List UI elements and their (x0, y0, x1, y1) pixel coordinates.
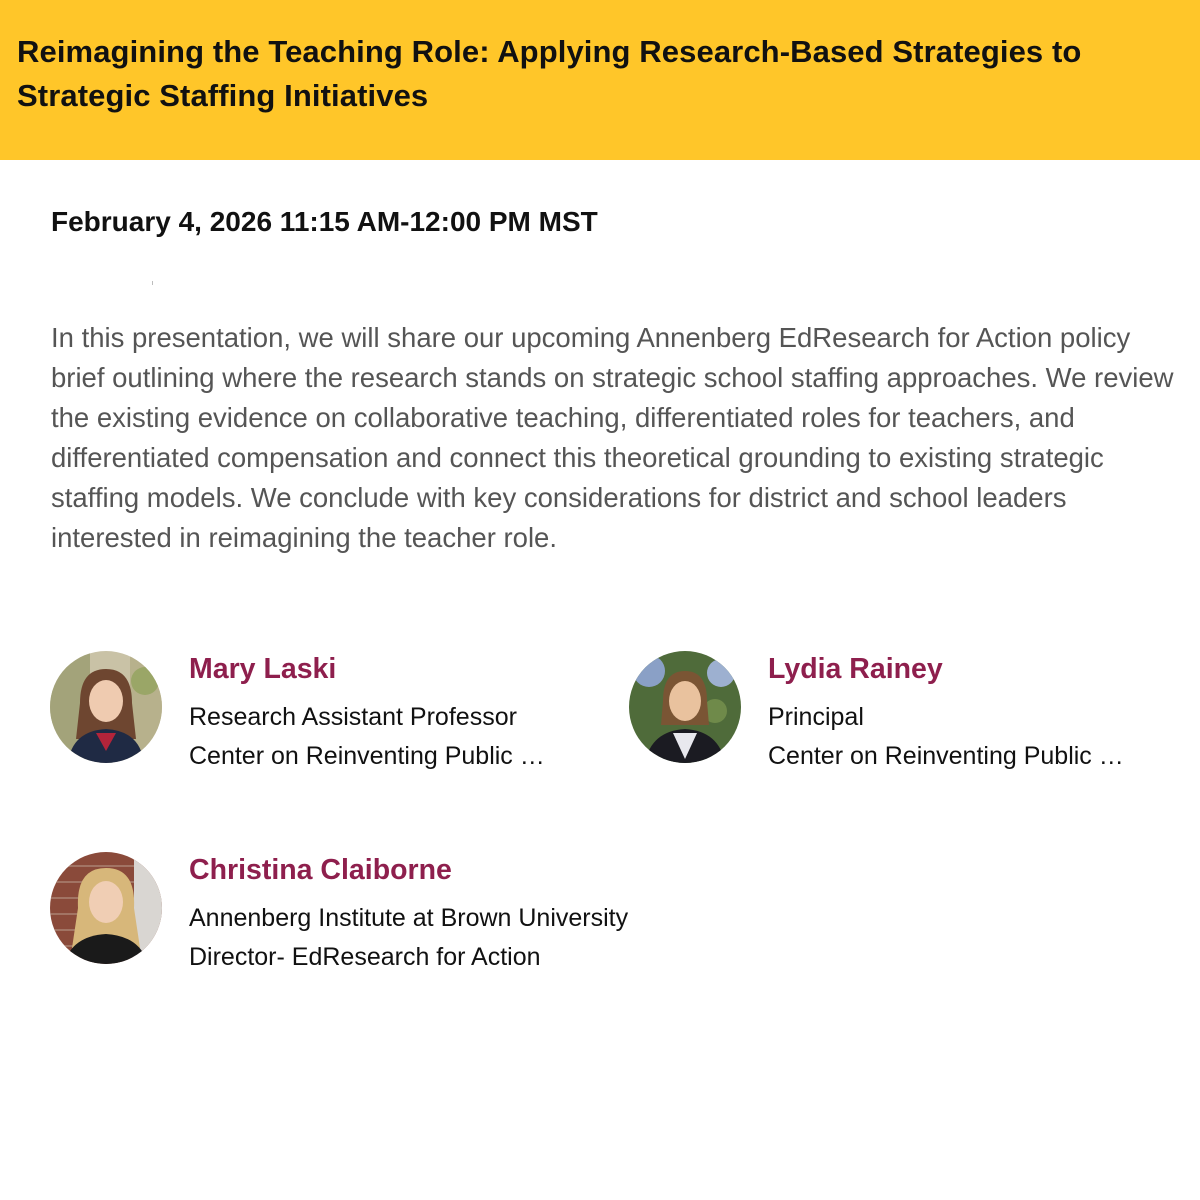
speaker-title: Principal (768, 703, 864, 731)
speaker-name: Mary Laski (189, 653, 337, 685)
event-datetime: February 4, 2026 11:15 AM-12:00 PM MST (51, 206, 598, 237)
event-title-banner (0, 0, 1200, 160)
speaker-name: Lydia Rainey (768, 653, 943, 685)
person-photo-icon (50, 651, 162, 763)
avatar (50, 651, 162, 763)
speaker-organization: Center on Reinventing Public … (189, 742, 545, 770)
speaker-name: Christina Claiborne (189, 854, 452, 886)
person-photo-icon (629, 651, 741, 763)
event-description: In this presentation, we will share our upcoming Annenberg EdResearch for Action policy brief outlining where the research stands on strategic school staffing approaches. We review the existing evidence on collaborative teaching, differentiated roles for teachers, and differentiated compensation and connect this theoretical grounding to existing strategic staffing models. We conclude with key considerations for district and school leaders interested in reimagining the teacher role. (51, 322, 1174, 553)
speaker-card (50, 651, 610, 771)
speaker-title: Director- EdResearch for Action (189, 943, 541, 971)
avatar (50, 852, 162, 964)
event-title: Reimagining the Teaching Role: Applying Research-Based Strategies to Strategic Staffing Initiatives (17, 34, 1082, 113)
person-photo-icon (50, 852, 162, 964)
speaker-title: Research Assistant Professor (189, 703, 517, 731)
avatar (629, 651, 741, 763)
speaker-affiliation: Annenberg Institute at Brown University (189, 904, 629, 932)
divider-mark (152, 281, 153, 285)
speaker-card (629, 651, 1189, 771)
speaker-card (50, 852, 750, 972)
speaker-organization: Center on Reinventing Public … (768, 742, 1124, 770)
